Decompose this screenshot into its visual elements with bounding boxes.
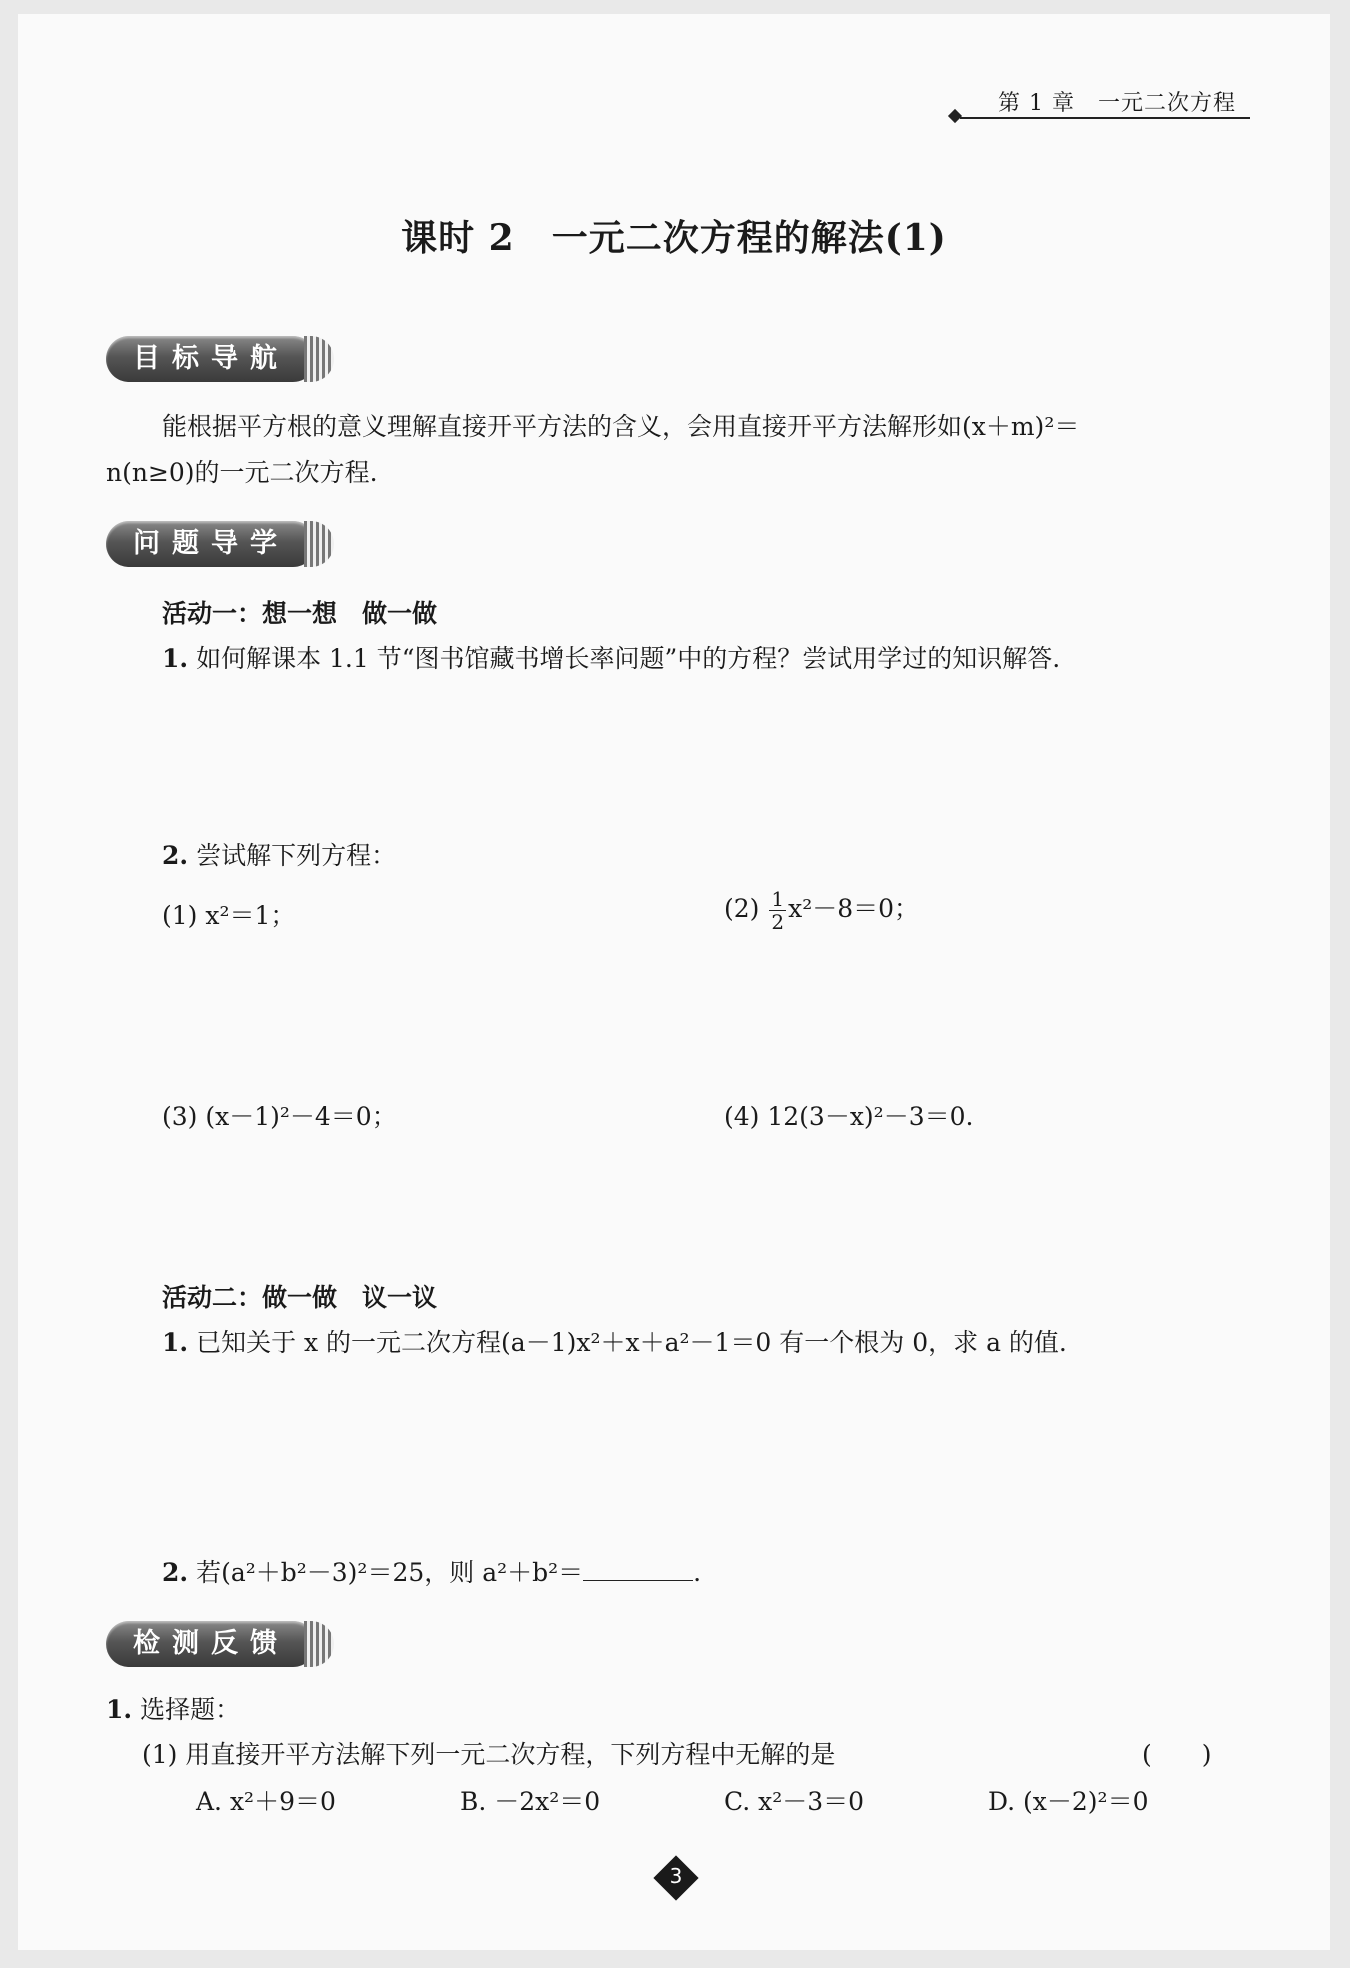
question-number: 1. <box>162 644 189 673</box>
question-end: . <box>693 1558 702 1587</box>
activity2-heading: 活动二：做一做 议一议 <box>162 1283 438 1312</box>
goal-text-line2: n(n≥0)的一元二次方程. <box>106 458 378 487</box>
question-number: 2. <box>162 1558 189 1587</box>
badge-stripes <box>304 336 334 382</box>
question-text: 若(a²＋b²－3)²＝25，则 a²＋b²＝ <box>196 1558 584 1587</box>
badge-stripes <box>304 521 334 567</box>
question-text: 已知关于 x 的一元二次方程(a－1)x²＋x＋a²－1＝0 有一个根为 0，求 a 的值. <box>196 1328 1067 1357</box>
activity1-question2 <box>162 838 396 874</box>
activity1-heading: 活动一：想一想 做一做 <box>162 599 438 628</box>
option-c: C. x²－3＝0 <box>724 1787 865 1816</box>
option-d: D. (x－2)²＝0 <box>988 1787 1149 1816</box>
worksheet-page <box>18 14 1330 1950</box>
badge-stripes <box>304 1621 334 1667</box>
question-text: 选择题： <box>140 1695 241 1724</box>
question-number: 1. <box>162 1328 189 1357</box>
answer-blank[interactable] <box>583 1558 693 1581</box>
equation-4: (4) 12(3－x)²－3＝0. <box>724 1102 974 1131</box>
page-number-badge <box>654 1856 698 1900</box>
option-b: B. －2x²＝0 <box>460 1787 601 1816</box>
question-number: 2. <box>162 841 189 870</box>
option-a: A. x²＋9＝0 <box>196 1787 336 1816</box>
question-number: 1. <box>106 1695 133 1724</box>
question-text: 如何解课本 1.1 节“图书馆藏书增长率问题”中的方程？尝试用学过的知识解答. <box>196 644 1061 673</box>
check-subquestion1: (1) 用直接开平方法解下列一元二次方程，下列方程中无解的是 <box>142 1740 836 1769</box>
equation-2-body: x²－8＝0； <box>788 894 920 923</box>
check-badge: 检测反馈 <box>106 1621 316 1667</box>
fraction-denominator: 2 <box>771 910 785 934</box>
goal-badge: 目标导航 <box>106 336 316 382</box>
fraction-numerator: 1 <box>771 887 785 911</box>
activity2-question1 <box>162 1325 1067 1361</box>
page-number: 3 <box>669 1864 683 1888</box>
header-diamond-icon <box>948 109 962 123</box>
fraction <box>769 888 786 933</box>
question-text: 尝试解下列方程： <box>196 841 397 870</box>
goal-text-line1: 能根据平方根的意义理解直接开平方法的含义，会用直接开平方法解形如(x＋m)²＝ <box>162 412 1080 441</box>
study-badge: 问题导学 <box>106 521 316 567</box>
equation-2 <box>724 888 919 933</box>
check-question1 <box>106 1692 240 1728</box>
equation-1: (1) x²＝1； <box>162 901 296 930</box>
equation-2-label: (2) <box>724 894 760 923</box>
answer-parentheses[interactable]: ( ) <box>1142 1740 1212 1769</box>
activity2-question2 <box>162 1555 701 1591</box>
chapter-header: 第 1 章 一元二次方程 <box>998 91 1236 116</box>
activity1-question1 <box>162 641 1060 677</box>
lesson-title: 课时 2 一元二次方程的解法(1) <box>401 217 947 259</box>
equation-3: (3) (x－1)²－4＝0； <box>162 1102 397 1131</box>
header-rule <box>960 117 1250 119</box>
